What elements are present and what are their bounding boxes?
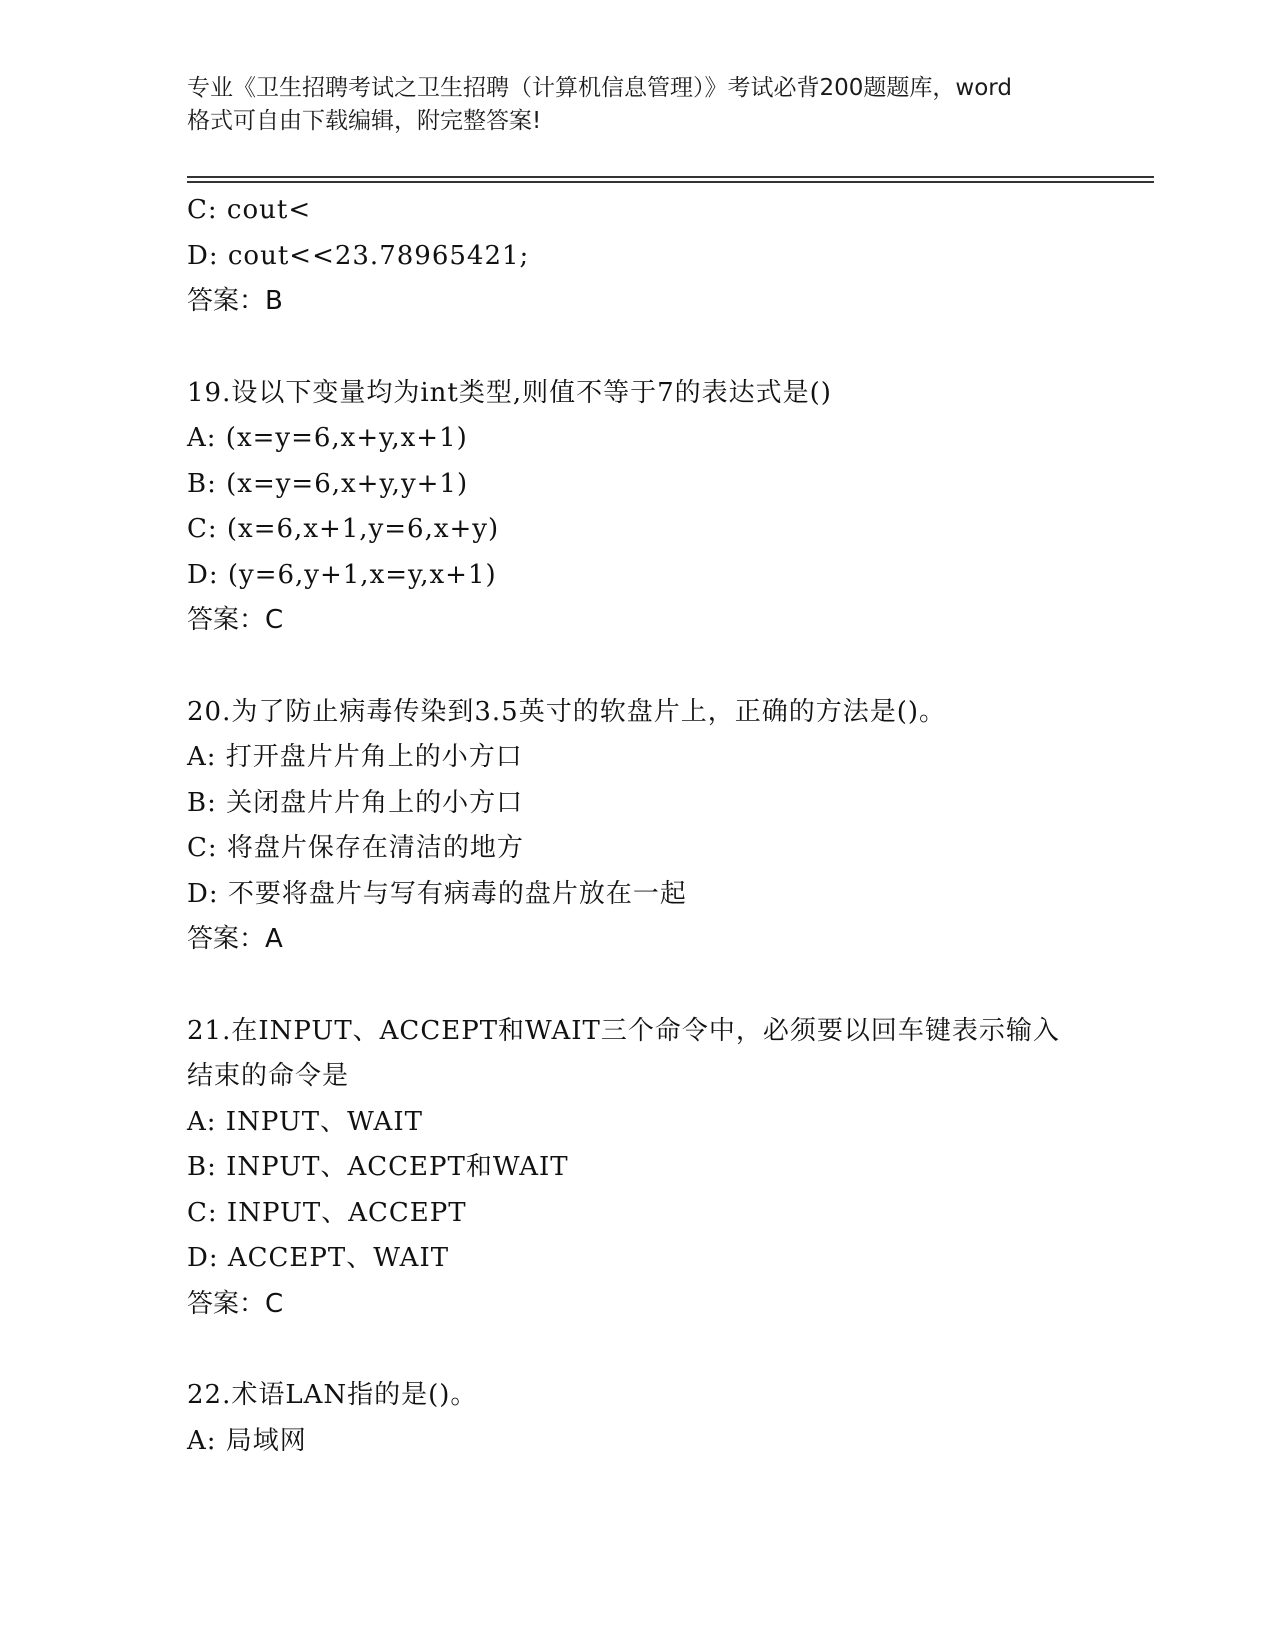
- answer-label: 答案：A: [187, 924, 283, 954]
- answer-label: 答案：B: [187, 286, 283, 316]
- question-text: 21.在INPUT、ACCEPT和WAIT三个命令中，必须要以回车键表示输入: [187, 1015, 1060, 1046]
- option-d: D: (y=6,y+1,x=y,x+1): [187, 559, 497, 590]
- option-c: C: 将盘片保存在清洁的地方: [187, 833, 524, 863]
- question-text: 20.为了防止病毒传染到3.5英寸的软盘片上，正确的方法是()。: [187, 696, 946, 727]
- option-a: A: 打开盘片片角上的小方口: [187, 742, 523, 772]
- header-rule-top: [187, 176, 1154, 178]
- question-list: [187, 188, 1147, 1464]
- option-d: D: cout<<23.78965421;: [187, 240, 530, 271]
- option-b: B: INPUT、ACCEPT和WAIT: [187, 1152, 569, 1182]
- option-c: C: INPUT、ACCEPT: [187, 1197, 467, 1228]
- question-text: 22.术语LAN指的是()。: [187, 1380, 478, 1410]
- option-a: A: (x=y=6,x+y,x+1): [187, 423, 468, 453]
- question-block-20: [187, 690, 1147, 963]
- document-header: [187, 72, 1087, 138]
- question-text-continued: 结束的命令是: [187, 1061, 350, 1091]
- question-block-19: [187, 371, 1147, 644]
- option-a: A: 局域网: [187, 1425, 307, 1456]
- option-b: B: (x=y=6,x+y,y+1): [187, 468, 469, 499]
- header-line-2: 格式可自由下载编辑，附完整答案!: [187, 108, 542, 134]
- question-text: 19.设以下变量均为int类型,则值不等于7的表达式是(): [187, 377, 832, 408]
- option-a: A: INPUT、WAIT: [187, 1106, 423, 1137]
- header-line-1: 专业《卫生招聘考试之卫生招聘（计算机信息管理）》考试必背200题题库，word: [187, 75, 1012, 101]
- question-block-22: [187, 1373, 1147, 1464]
- question-block-21: [187, 1009, 1147, 1328]
- option-d: D: ACCEPT、WAIT: [187, 1243, 450, 1273]
- option-c: C: cout<: [187, 195, 312, 225]
- answer-label: 答案：C: [187, 605, 284, 635]
- option-c: C: (x=6,x+1,y=6,x+y): [187, 514, 500, 544]
- option-b: B: 关闭盘片片角上的小方口: [187, 787, 524, 818]
- option-d: D: 不要将盘片与写有病毒的盘片放在一起: [187, 878, 687, 909]
- header-rule-bottom: [187, 181, 1154, 183]
- question-block-18: [187, 188, 1147, 325]
- answer-label: 答案：C: [187, 1288, 284, 1319]
